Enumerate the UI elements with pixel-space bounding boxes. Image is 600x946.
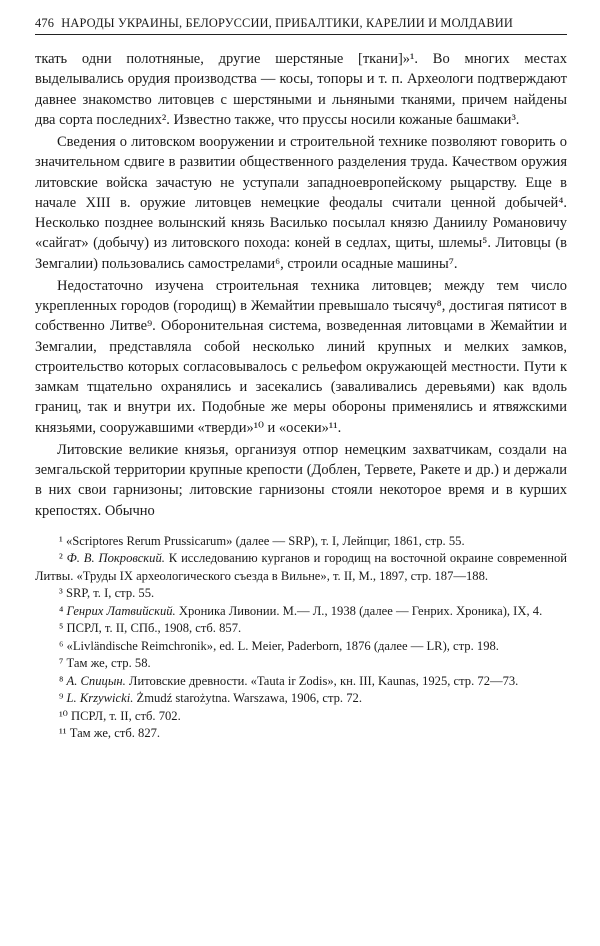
footnote: ⁹ L. Krzywicki. Żmudź starożytna. Warszawa, 1906, стр. 72. (59, 691, 362, 706)
paragraph: Недостаточно изучена строительная техника литовцев; между тем число укрепленных городов (городищ) в Жемайтии превышало тысячу⁸, достигая пятисот в собственно Литве⁹. Оборонительная система, возведенная литовцами в Жемайтии и Земгалии, представляла собой несколько линий крупных и мелких замков, строительство которых согласовывалось с рельефом окружающей местности. Пути к замкам тщательно охранялись и засекались (заваливались деревьями) как вдоль границ, так и внутри их. Подобные же меры обороны применялись и ятвяжскими князьями, сооружавшими «тверди»¹⁰ и «осеки»¹¹. (35, 277, 567, 436)
footnote: ⁷ Там же, стр. 58. (59, 656, 151, 671)
footnote: ¹ «Scriptores Rerum Prussicarum» (далее — SRP), т. I, Лейпциг, 1861, стр. 55. (59, 533, 465, 548)
footnote: ¹⁰ ПСРЛ, т. II, стб. 702. (59, 708, 181, 723)
page-number: 476 (35, 16, 55, 30)
footnote: ⁸ А. Спицын. Литовские древности. «Tauta ir Zodis», кн. III, Kaunas, 1925, стр. 72—73. (59, 673, 519, 688)
running-title: НАРОДЫ УКРАИНЫ, БЕЛОРУССИИ, ПРИБАЛТИКИ, КАРЕЛИИ И МОЛДАВИИ (61, 16, 513, 30)
paragraph: Сведения о литовском вооружении и строительной технике позволяют говорить о значительном сдвиге в развитии общественного разделения труда. Качеством оружия литовские войска зачастую не уступали западноевропейскому рыцарству. Еще в начале XIII в. оружие литовцев немецкие феодалы считали ценной добычей⁴. Несколько позднее волынский князь Василько посылал князю Даниилу Романовичу «сайгат» (добычу) из литовского похода: коней в седлах, щиты, шлемы⁵. Литовцы (в Земгалии) пользовались самострелами⁶, строили осадные машины⁷. (35, 134, 567, 272)
footnote: ⁵ ПСРЛ, т. II, СПб., 1908, стб. 857. (59, 621, 242, 636)
footnote: ³ SRP, т. I, стр. 55. (59, 586, 155, 601)
footnote: ¹¹ Там же, стб. 827. (59, 726, 161, 741)
main-text (35, 49, 567, 521)
footnote: ⁴ Генрих Латвийский. Хроника Ливонии. М.— Л., 1938 (далее — Генрих. Хроника), IX, 4. (59, 603, 543, 618)
paragraph: Литовские великие князья, организуя отпор немецким захватчикам, создали на земгальской территории крупные крепости (Доблен, Тервете, Ракете и др.) и держали в них свои гарнизоны; литовские гарнизоны стояли некоторое время и в курших крепостях. Обычно (35, 441, 567, 519)
footnotes (35, 533, 567, 743)
paragraph: ткать одни полотняные, другие шерстяные [ткани]»¹. Во многих местах выделывались орудия производства — косы, топоры и т. п. Археологи подтверждают давнее знакомство литовцев с шерстяными и льняными тканями, причем найдены два сорта последних². Известно также, что пруссы носили кожаные башмаки³. (35, 51, 567, 128)
footnote: ² Ф. В. Покровский. К исследованию курганов и городищ на восточной окраине современной Литвы. «Труды IX археологического съезда в Вильне», т. II, М., 1897, стр. 187—188. (35, 551, 567, 583)
running-header (35, 14, 567, 35)
footnote: ⁶ «Livländische Reimchronik», ed. L. Meier, Paderborn, 1876 (далее — LR), стр. 198. (59, 638, 499, 653)
